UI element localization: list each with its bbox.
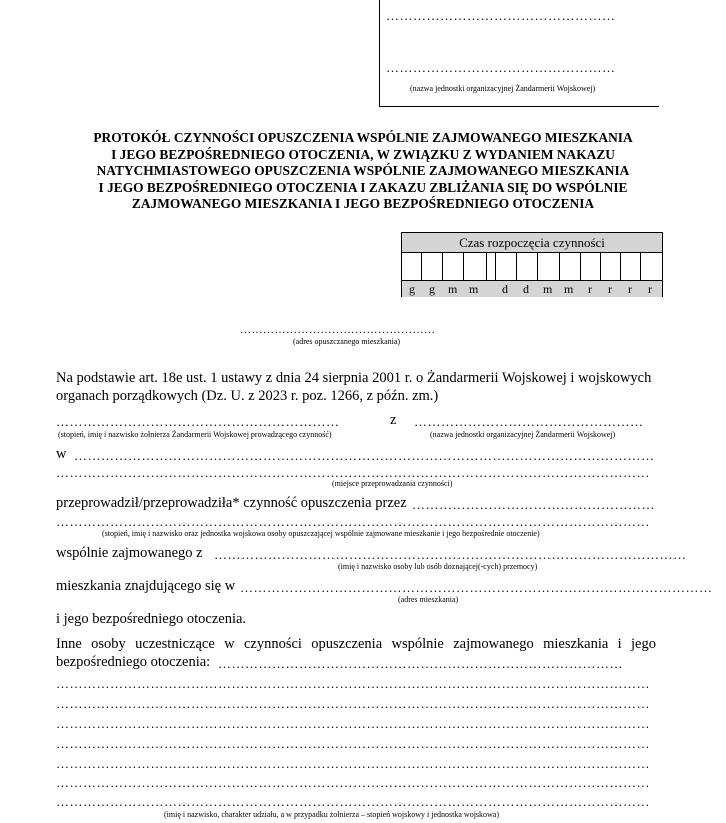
date-cell-month-2[interactable] [560, 253, 581, 280]
performed-by-field-1[interactable]: ……………………………………………… [412, 497, 655, 512]
unit-box [379, 0, 659, 107]
vacated-address-field[interactable]: …………………………………………… [240, 324, 436, 336]
title-line: I JEGO BEZPOŚREDNIEGO OTOCZENIA I ZAKAZU ZBLIŻANIA SIĘ DO WSPÓLNIE [98, 179, 628, 195]
surroundings-text: i jego bezpośredniego otoczenia. [56, 611, 247, 627]
time-label: r [608, 282, 612, 296]
time-cell-hour-2[interactable] [422, 253, 443, 280]
others-field[interactable]: …………………………………………………………………………………………………………………… [56, 775, 650, 790]
start-time-labels [402, 280, 662, 297]
place-w-label: w [56, 446, 67, 462]
date-cell-year-1[interactable] [581, 253, 601, 280]
place-field-2[interactable]: …………………………………………………………………………………………………………………… [56, 465, 650, 480]
start-time-cells [402, 253, 662, 280]
date-cell-year-2[interactable] [601, 253, 621, 280]
start-time-table [401, 232, 663, 297]
apartment-address-caption: (adres mieszkania) [398, 595, 459, 604]
time-cell-minute-2[interactable] [464, 253, 487, 280]
time-cell-minute-1[interactable] [443, 253, 464, 280]
time-cell-hour-1[interactable] [402, 253, 422, 280]
legal-basis-line-1: Na podstawie art. 18e ust. 1 ustawy z dnia 24 sierpnia 2001 r. o Żandarmerii Wojskowej i wojskowych [56, 370, 652, 386]
located-label: mieszkania znajdującego się w [56, 578, 236, 594]
title-line: PROTOKÓŁ CZYNNOŚCI OPUSZCZENIA WSPÓLNIE ZAJMOWANEGO MIESZKANIA [93, 130, 633, 145]
apartment-address-field[interactable]: …………………………………………………………………………………………… [240, 580, 713, 595]
place-field-1[interactable]: ………………………………………………………………………………………………………………… [74, 448, 655, 463]
shared-with-field[interactable]: …………………………………………………………………………………………… [214, 547, 687, 562]
title-line: ZAJMOWANEGO MIESZKANIA I JEGO BEZPOŚREDNIEGO OTOCZENIA [131, 196, 595, 211]
date-cell-year-3[interactable] [621, 253, 641, 280]
soldier-name-field[interactable]: ……………………………………………………… [56, 414, 340, 429]
time-label: r [588, 282, 592, 296]
shared-label: wspólnie zajmowanego z [56, 545, 203, 561]
date-cell-month-1[interactable] [538, 253, 560, 280]
soldier-unit-field[interactable]: …………………………………………… [414, 414, 644, 429]
time-label: r [628, 282, 632, 296]
unit-name-field-1[interactable]: …………………………………………… [386, 8, 616, 23]
others-label: bezpośredniego otoczenia: [56, 654, 211, 670]
others-field[interactable]: …………………………………………………………………………………………………………………… [56, 716, 650, 731]
others-field[interactable]: …………………………………………………………………………………………………………………… [56, 736, 650, 751]
shared-with-caption: (imię i nazwisko osoby lub osób doznającej(-cych) przemocy) [338, 562, 538, 571]
others-field[interactable]: …………………………………………………………………………………………………………………… [56, 794, 650, 809]
date-cell-day-1[interactable] [496, 253, 517, 280]
others-field[interactable]: …………………………………………………………………………………………………………………… [56, 756, 650, 771]
time-label: m [469, 282, 479, 296]
time-label: m [543, 282, 553, 296]
time-label: g [429, 282, 435, 296]
date-cell-year-4[interactable] [641, 253, 662, 280]
place-caption: (miejsce przeprowadzania czynności) [332, 479, 453, 488]
soldier-name-caption: (stopień, imię i nazwisko żołnierza Żandarmerii Wojskowej prowadzącego czynność) [58, 430, 332, 439]
time-label: d [502, 282, 508, 296]
protocol-title [30, 130, 696, 213]
date-cell-day-2[interactable] [517, 253, 538, 280]
title-line: NATYCHMIASTOWEGO OPUSZCZENIA WSPÓLNIE ZAJMOWANEGO MIESZKANIA [96, 163, 630, 178]
unit-name-field-2[interactable]: …………………………………………… [386, 60, 616, 75]
others-caption: (imię i nazwisko, charakter udziału, a w przypadku żołnierza – stopień wojskowy i jednostka wojskowa) [164, 810, 500, 819]
time-label: g [409, 282, 415, 296]
time-label: d [523, 282, 529, 296]
performed-by-field-2[interactable]: …………………………………………………………………………………………………………………… [56, 514, 650, 529]
time-label: r [648, 282, 652, 296]
title-line: I JEGO BEZPOŚREDNIEGO OTOCZENIA, W ZWIĄZKU Z WYDANIEM NAKAZU [111, 146, 615, 162]
time-label: m [564, 282, 574, 296]
legal-basis-line-2: organach porządkowych (Dz. U. z 2023 r. poz. 1266, z późn. zm.) [56, 388, 439, 404]
soldier-z-label: z [390, 412, 397, 428]
others-field[interactable]: …………………………………………………………………………………………………………………… [56, 676, 650, 691]
performed-label: przeprowadził/przeprowadziła* czynność opuszczenia przez [56, 495, 407, 511]
soldier-unit-caption: (nazwa jednostki organizacyjnej Żandarmerii Wojskowej) [430, 430, 616, 439]
performed-by-caption: (stopień, imię i nazwisko oraz jednostka wojskowa osoby opuszczającej wspólnie zajmowane mieszkanie i jego bezpośrednie otoczenie) [102, 529, 540, 538]
others-field[interactable]: …………………………………………………………………………………………………………………… [56, 696, 650, 711]
unit-name-caption: (nazwa jednostki organizacyjnej Żandarmerii Wojskowej) [410, 84, 596, 93]
time-label: m [448, 282, 458, 296]
time-separator [487, 253, 496, 280]
vacated-address-caption: (adres opuszczanego mieszkania) [293, 337, 401, 346]
others-line-1: Inne osoby uczestniczące w czynności opuszczenia wspólnie zajmowanego mieszkania i jego [56, 636, 656, 652]
start-time-header: Czas rozpoczęcia czynności [402, 233, 662, 253]
others-field-0[interactable]: ……………………………………………………………………………… [218, 656, 623, 671]
